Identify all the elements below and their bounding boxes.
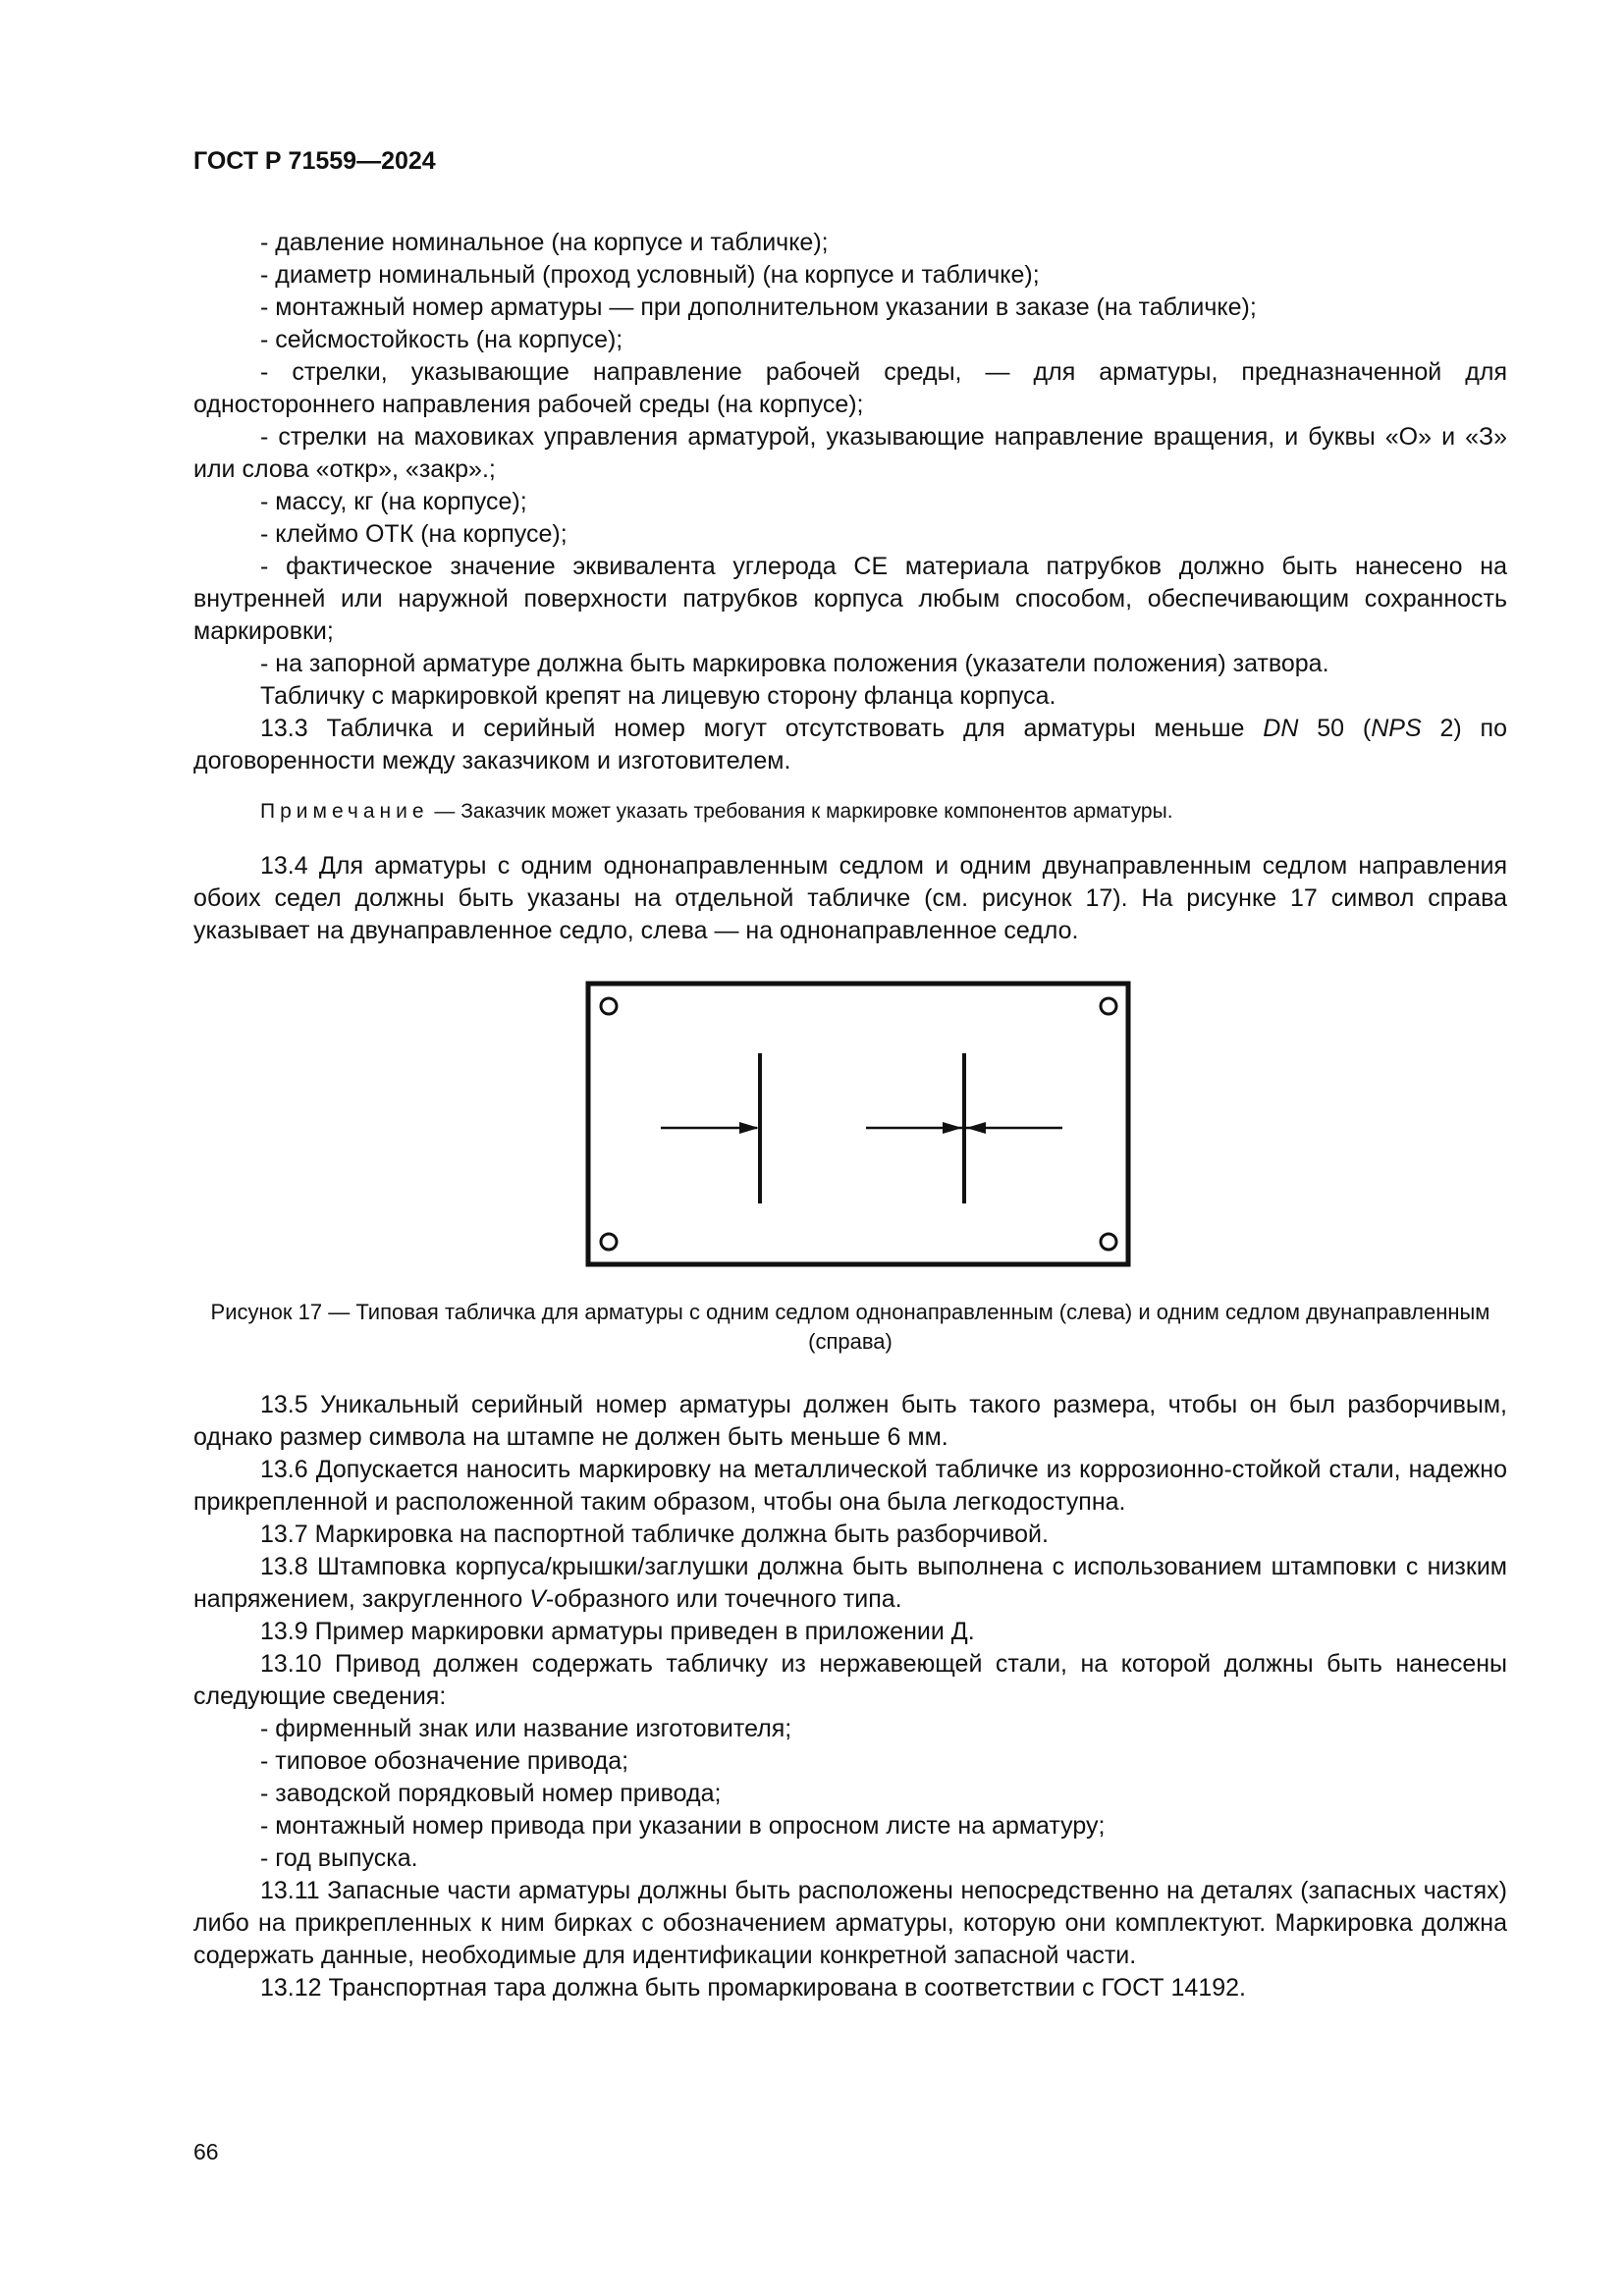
list-item: - стрелки, указывающие направление рабочей среды, — для арматуры, предназначенной для одностороннего направления рабочей среды (на корпусе); — [193, 358, 1507, 418]
list-item: - массу, кг (на корпусе); — [260, 488, 527, 515]
paragraph: 13.10 Привод должен содержать табличку из нержавеющей стали, на которой должны быть нанесены следующие сведения: — [193, 1650, 1507, 1710]
list-item: - стрелки на маховиках управления арматурой, указывающие направление вращения, и буквы «О» и «З» или слова «откр», «закр».; — [193, 423, 1507, 483]
note — [193, 798, 1507, 826]
unidirectional-seat-symbol — [661, 1053, 760, 1203]
mounting-hole — [601, 1234, 617, 1250]
document-header: ГОСТ Р 71559—2024 — [193, 147, 436, 175]
list-item: - на запорной арматуре должна быть маркировка положения (указатели положения) затвора. — [260, 650, 1329, 677]
paragraph-13-3: 13.3 Табличка и серийный номер могут отсутствовать для арматуры меньше DN 50 (NPS 2) по договоренности между заказчиком и изготовителем. — [193, 715, 1507, 774]
note-text: — Заказчик может указать требования к маркировке компонентов арматуры. — [428, 800, 1173, 823]
page-number: 66 — [193, 2139, 219, 2164]
list-item: - монтажный номер привода при указании в опросном листе на арматуру; — [260, 1812, 1106, 1840]
plate-outline — [588, 984, 1128, 1264]
paragraph-13-4: 13.4 Для арматуры с одним однонаправленным седлом и одним двунаправленным седлом направления обоих седел должны быть указаны на отдельной табличке (см. рисунок 17). На рисунке 17 символ справа указывает на двунаправленное седло, слева — на однонаправленное седло. — [193, 852, 1507, 944]
figure-17-plate — [579, 970, 1139, 1276]
bidirectional-seat-symbol — [866, 1053, 1062, 1203]
paragraph: 13.9 Пример маркировки арматуры приведен в приложении Д. — [260, 1618, 975, 1645]
list-item: - монтажный номер арматуры — при дополнительном указании в заказе (на табличке); — [260, 294, 1257, 321]
paragraph: 13.6 Допускается наносить маркировку на металлической табличке из коррозионно-стойкой стали, надежно прикрепленной и расположенной таким образом, чтобы она была легкодоступна. — [193, 1456, 1507, 1516]
list-item: - типовое обозначение привода; — [260, 1747, 629, 1775]
list-item: - фирменный знак или название изготовителя; — [260, 1715, 792, 1742]
list-item: - год выпуска. — [260, 1844, 418, 1872]
list-item: - давление номинальное (на корпусе и табличке); — [260, 229, 829, 256]
paragraph: 13.5 Уникальный серийный номер арматуры должен быть такого размера, чтобы он был разборчивым, однако размер символа на штампе не должен быть меньше 6 мм. — [193, 1391, 1507, 1451]
paragraph: Табличку с маркировкой крепят на лицевую сторону фланца корпуса. — [260, 682, 1056, 710]
list-item: - диаметр номинальный (проход условный) (на корпусе и табличке); — [260, 261, 1040, 289]
list-item: - фактическое значение эквивалента углерода CE материала патрубков должно быть нанесено на внутренней или наружной поверхности патрубков корпуса любым способом, обеспечивающим сохранность маркировки; — [193, 553, 1507, 645]
list-item: - заводской порядковый номер привода; — [260, 1780, 722, 1807]
note-label: Примечание — [260, 800, 429, 823]
paragraph: 13.12 Транспортная тара должна быть промаркирована в соответствии с ГОСТ 14192. — [260, 1974, 1246, 2002]
mounting-hole — [1101, 1234, 1116, 1250]
marking-list — [193, 227, 1507, 777]
mounting-hole — [1101, 998, 1116, 1014]
paragraph-13-8: 13.8 Штамповка корпуса/крышки/заглушки должна быть выполнена с использованием штамповки с низким напряжением, закругленного V-образного или точечного типа. — [193, 1553, 1507, 1613]
mounting-hole — [601, 998, 617, 1014]
list-item: - сейсмостойкость (на корпусе); — [260, 326, 623, 353]
paragraph: 13.11 Запасные части арматуры должны быть расположены непосредственно на деталях (запасных частях) либо на прикрепленных к ним бирках с обозначением арматуры, которую они комплектуют. Маркировка должна содержать данные, необходимые для идентификации конкретной запасной части. — [193, 1877, 1507, 1969]
list-item: - клеймо ОТК (на корпусе); — [260, 520, 568, 548]
paragraph: 13.7 Маркировка на паспортной табличке должна быть разборчивой. — [260, 1521, 1049, 1548]
figure-caption: Рисунок 17 — Типовая табличка для арматуры с одним седлом однонаправленным (слева) и одним седлом двунаправленным (справа) — [210, 1300, 1490, 1354]
